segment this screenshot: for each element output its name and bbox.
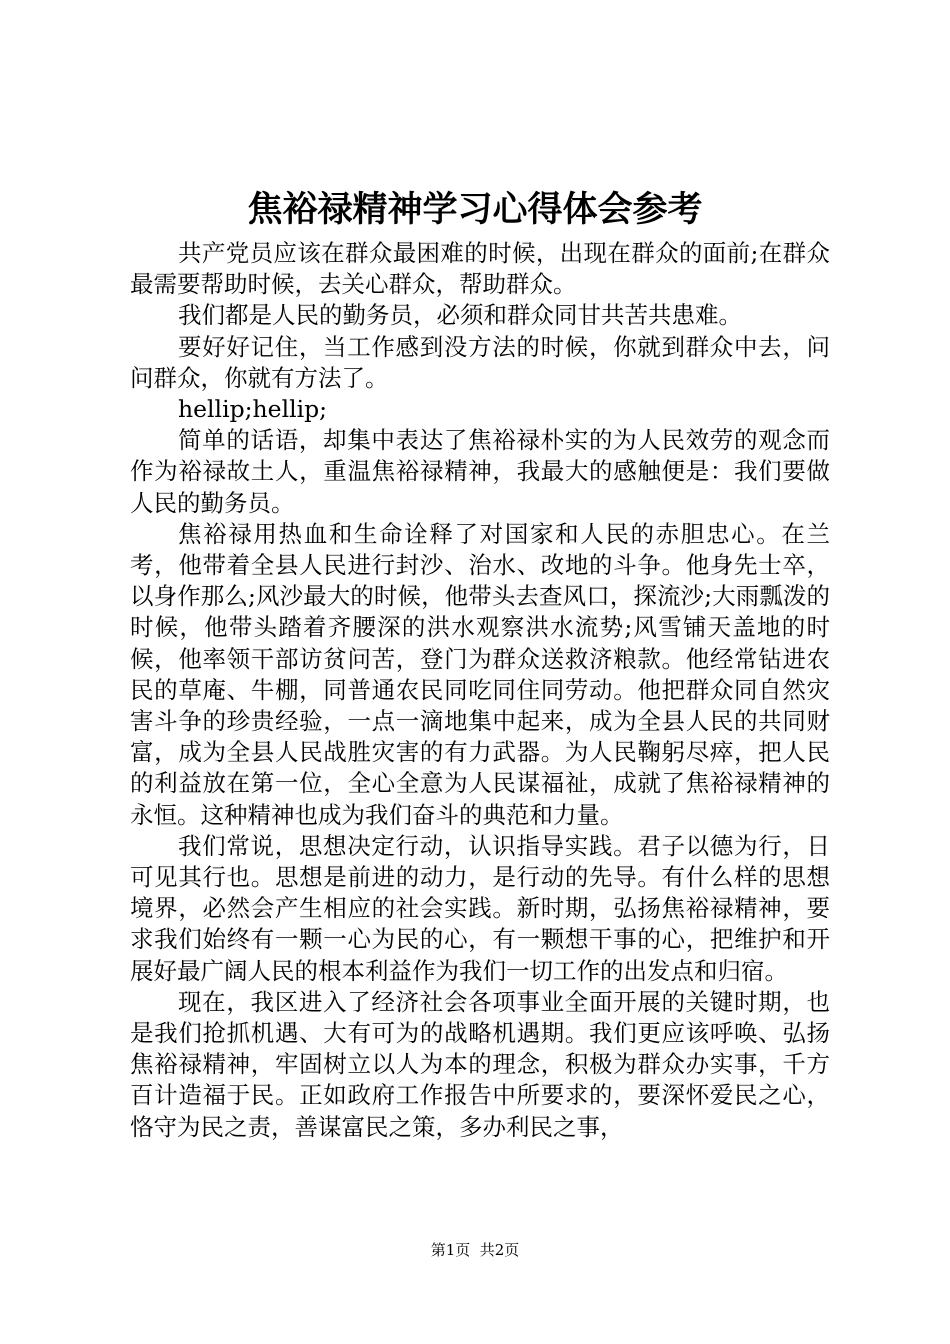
page-number-label: 第1页 共2页 [430,1241,520,1259]
paragraph: 现在，我区进入了经济社会各项事业全面开展的关键时期，也是我们抢抓机遇、大有可为的战略机遇期。我们更应该呼唤、弘扬焦裕禄精神，牢固树立以人为本的理念，积极为群众办实事，千方百计造福于民。正如政府工作报告中所要求的，要深怀爱民之心，恪守为民之责，善谋富民之策，多办利民之事， [130,987,830,1141]
paragraph: 我们都是人民的勤务员，必须和群众同甘共苦共患难。 [178,301,742,330]
paragraph: 焦裕禄用热血和生命诠释了对国家和人民的赤胆忠心。在兰考，他带着全县人民进行封沙、治水、改地的斗争。他身先士卒，以身作那么;风沙最大的时候，他带头去查风口，探流沙;大雨瓢泼的时候，他带头踏着齐腰深的洪水观察洪水流势;风雪铺天盖地的时候，他率领干部访贫问苦，登门为群众送救济粮款。他经常钻进农民的草庵、牛棚，同普通农民同吃同住同劳动。他把群众同自然灾害斗争的珍贵经验，一点一滴地集中起来，成为全县人民的共同财富，成为全县人民战胜灾害的有力武器。为人民鞠躬尽瘁，把人民的利益放在第一位，全心全意为人民谋福祉，成就了焦裕禄精神的永恒。这种精神也成为我们奋斗的典范和力量。 [130,519,830,829]
paragraph: hellip;hellip; [178,395,328,424]
paragraph: 共产党员应该在群众最困难的时候，出现在群众的面前;在群众最需要帮助时候，去关心群众，帮助群众。 [130,239,830,299]
paragraph: 简单的话语，却集中表达了焦裕禄朴实的为人民效劳的观念而作为裕禄故土人，重温焦裕禄精神，我最大的感触便是：我们要做人民的勤务员。 [130,426,830,517]
document-body [130,238,830,1143]
page-footer [0,1240,950,1260]
paragraph: 我们常说，思想决定行动，认识指导实践。君子以德为行，日可见其行也。思想是前进的动力，是行动的先导。有什么样的思想境界，必然会产生相应的社会实践。新时期，弘扬焦裕禄精神，要求我们始终有一颗一心为民的心，有一颗想干事的心，把维护和开展好最广阔人民的根本利益作为我们一切工作的出发点和归宿。 [130,831,830,985]
document-title: 焦裕禄精神学习心得体会参考 [247,189,703,230]
paragraph: 要好好记住，当工作感到没方法的时候，你就到群众中去，问问群众，你就有方法了。 [130,332,830,392]
